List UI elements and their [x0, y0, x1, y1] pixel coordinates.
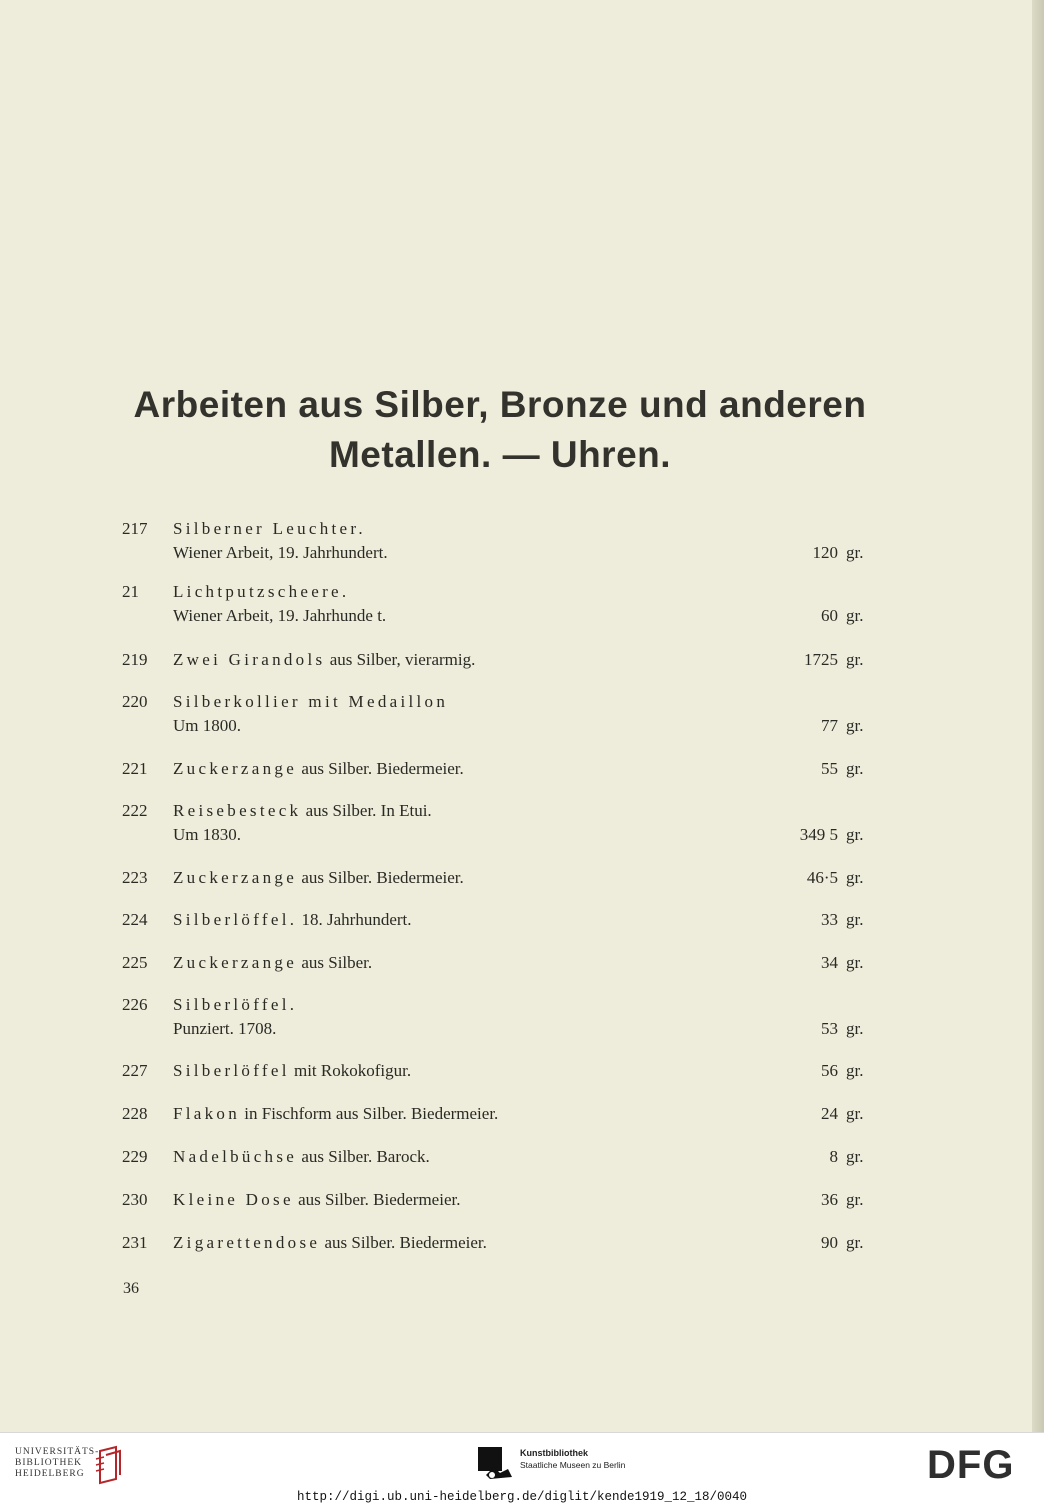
entry-weight: 8 [829, 1147, 838, 1166]
entry-title-spaced: Silberner Leuchter. [173, 519, 366, 538]
entry-weight: 77 [821, 716, 838, 735]
entry-title [173, 690, 448, 714]
entry-line-1 [0, 799, 1032, 823]
entry-unit: gr. [846, 1190, 864, 1209]
kunstbibliothek-logo-icon[interactable] [478, 1447, 514, 1483]
entry-weight: 33 [821, 910, 838, 929]
entry-line-2 [0, 604, 1032, 628]
entry-line-1 [0, 1059, 1032, 1083]
entry-title-spaced: Silberkollier mit Medaillon [173, 692, 449, 711]
entry-title-spaced: Zuckerzange [173, 759, 298, 778]
entry-title [173, 799, 432, 823]
entry-number: 221 [122, 759, 148, 778]
entry-weight: 349 5 [799, 825, 838, 844]
entry-number: 229 [122, 1147, 148, 1166]
entry-title-rest: aus Silber. Biedermeier. [293, 1190, 461, 1209]
entry-line-1 [0, 580, 1032, 604]
title-line-2: Metallen. — Uhren. [328, 434, 672, 475]
entry-title-rest: aus Silber, vierarmig. [325, 650, 476, 669]
entry-number: 220 [122, 692, 148, 711]
entry-line-1 [0, 1145, 1032, 1169]
entry-unit: gr. [846, 825, 864, 844]
entry-title-spaced: Flakon [173, 1104, 241, 1123]
entry-title-rest: 18. Jahrhundert. [297, 910, 412, 929]
entry-title-rest: aus Silber. Biedermeier. [297, 868, 464, 887]
entry-weight: 56 [821, 1061, 838, 1080]
entry-line-1 [0, 1188, 1032, 1212]
entry-line-1 [0, 1231, 1032, 1255]
entry-detail: Um 1800. [173, 716, 241, 735]
entry-title [173, 1188, 460, 1212]
entry-title [173, 1059, 411, 1083]
entry-title-rest: aus Silber. Barock. [297, 1147, 430, 1166]
kb-subtitle: Staatliche Museen zu Berlin [520, 1460, 626, 1470]
entry-detail: Wiener Arbeit, 19. Jahrhunde t. [173, 606, 387, 625]
entry-line-1 [0, 648, 1032, 672]
entry-line-2 [0, 541, 1032, 565]
entry-title [173, 648, 475, 672]
entry-number: 228 [122, 1104, 148, 1123]
entry-number: 222 [122, 801, 148, 820]
entry-weight: 53 [821, 1019, 838, 1038]
entry-title [173, 517, 366, 541]
entry-line-2 [0, 714, 1032, 738]
entry-weight: 24 [821, 1104, 838, 1123]
entry-title [173, 580, 349, 604]
entry-number: 223 [122, 868, 148, 887]
kunstbibliothek-label[interactable] [520, 1447, 625, 1471]
entry-weight: 60 [821, 606, 838, 625]
entry-line-1 [0, 1102, 1032, 1126]
entry-title [173, 757, 464, 781]
entry-title-rest: aus Silber. [297, 953, 373, 972]
entry-title-rest: aus Silber. In Etui. [301, 801, 432, 820]
entry-title [173, 866, 464, 890]
entry-line-1 [0, 908, 1032, 932]
entry-number: 217 [122, 519, 148, 538]
entry-unit: gr. [846, 1104, 864, 1123]
entry-detail: Wiener Arbeit, 19. Jahrhundert. [173, 543, 388, 562]
entry-weight: 55 [821, 759, 838, 778]
ub-line-2: BIBLIOTHEK [15, 1458, 82, 1468]
entry-unit: gr. [846, 716, 864, 735]
entry-unit: gr. [846, 910, 864, 929]
entry-title [173, 908, 412, 932]
entry-weight: 46·5 [806, 868, 838, 887]
entry-number: 226 [122, 995, 148, 1014]
permalink-url[interactable]: http://digi.ub.uni-heidelberg.de/diglit/kende1919_12_18/0040 [296, 1490, 748, 1504]
entry-weight: 36 [821, 1190, 838, 1209]
footer-bar [0, 1432, 1044, 1507]
entry-unit: gr. [846, 868, 864, 887]
entry-number: 231 [122, 1233, 148, 1252]
entry-line-1 [0, 757, 1032, 781]
ub-line-1: UNIVERSITÄTS- [15, 1447, 100, 1457]
entry-title-spaced: Silberlöffel [173, 1061, 290, 1080]
entry-line-2 [0, 823, 1032, 847]
ub-line-3: HEIDELBERG [15, 1469, 85, 1479]
section-title [100, 380, 900, 480]
dfg-logo[interactable]: DFG [927, 1443, 1015, 1487]
entry-weight: 1725 [804, 650, 838, 669]
entry-title [173, 1102, 498, 1126]
entry-number: 21 [122, 582, 139, 601]
entry-title-rest: in Fischform aus Silber. Biedermeier. [240, 1104, 499, 1123]
entry-unit: gr. [846, 650, 864, 669]
entry-title [173, 1145, 430, 1169]
entry-title-rest: mit Rokokofigur. [289, 1061, 412, 1080]
entry-unit: gr. [846, 1147, 864, 1166]
entry-title-rest: aus Silber. Biedermeier. [297, 759, 464, 778]
entry-unit: gr. [846, 543, 864, 562]
entry-weight: 90 [821, 1233, 838, 1252]
entry-unit: gr. [846, 953, 864, 972]
entry-weight: 120 [812, 543, 838, 562]
page-number: 36 [123, 1280, 139, 1297]
entry-detail: Punziert. 1708. [173, 1019, 277, 1038]
entry-unit: gr. [846, 759, 864, 778]
ub-heidelberg-label[interactable] [15, 1447, 99, 1480]
entry-title [173, 1231, 487, 1255]
entry-title-spaced: Lichtputzscheere. [173, 582, 350, 601]
entry-line-1 [0, 993, 1032, 1017]
entry-detail: Um 1830. [173, 825, 241, 844]
entry-number: 227 [122, 1061, 148, 1080]
entry-unit: gr. [846, 1233, 864, 1252]
entry-title-spaced: Reisebesteck [173, 801, 302, 820]
entry-number: 230 [122, 1190, 148, 1209]
entry-unit: gr. [846, 606, 864, 625]
entry-line-1 [0, 690, 1032, 714]
entry-unit: gr. [846, 1061, 864, 1080]
entry-title [173, 951, 372, 975]
entry-title-spaced: Zuckerzange [173, 868, 298, 887]
entry-number: 224 [122, 910, 148, 929]
entry-title-rest: aus Silber. Biedermeier. [320, 1233, 487, 1252]
entry-line-2 [0, 1017, 1032, 1041]
entry-number: 219 [122, 650, 148, 669]
entry-title-spaced: Kleine Dose [173, 1190, 294, 1209]
entry-title-spaced: Zuckerzange [173, 953, 298, 972]
entry-title-spaced: Silberlöffel. [173, 910, 298, 929]
entry-line-1 [0, 866, 1032, 890]
ub-logo-icon[interactable] [94, 1445, 124, 1485]
entry-weight: 34 [821, 953, 838, 972]
entry-title [173, 993, 297, 1017]
entry-title-spaced: Zigarettendose [173, 1233, 321, 1252]
entry-line-1 [0, 517, 1032, 541]
kb-title: Kunstbibliothek [520, 1448, 588, 1458]
entry-number: 225 [122, 953, 148, 972]
page-edge [1032, 0, 1044, 1432]
entry-title-spaced: Nadelbüchse [173, 1147, 298, 1166]
entry-line-1 [0, 951, 1032, 975]
title-line-1: Arbeiten aus Silber, Bronze und anderen [133, 384, 867, 425]
entry-title-spaced: Silberlöffel. [173, 995, 298, 1014]
entry-title-spaced: Zwei Girandols [173, 650, 326, 669]
entry-unit: gr. [846, 1019, 864, 1038]
